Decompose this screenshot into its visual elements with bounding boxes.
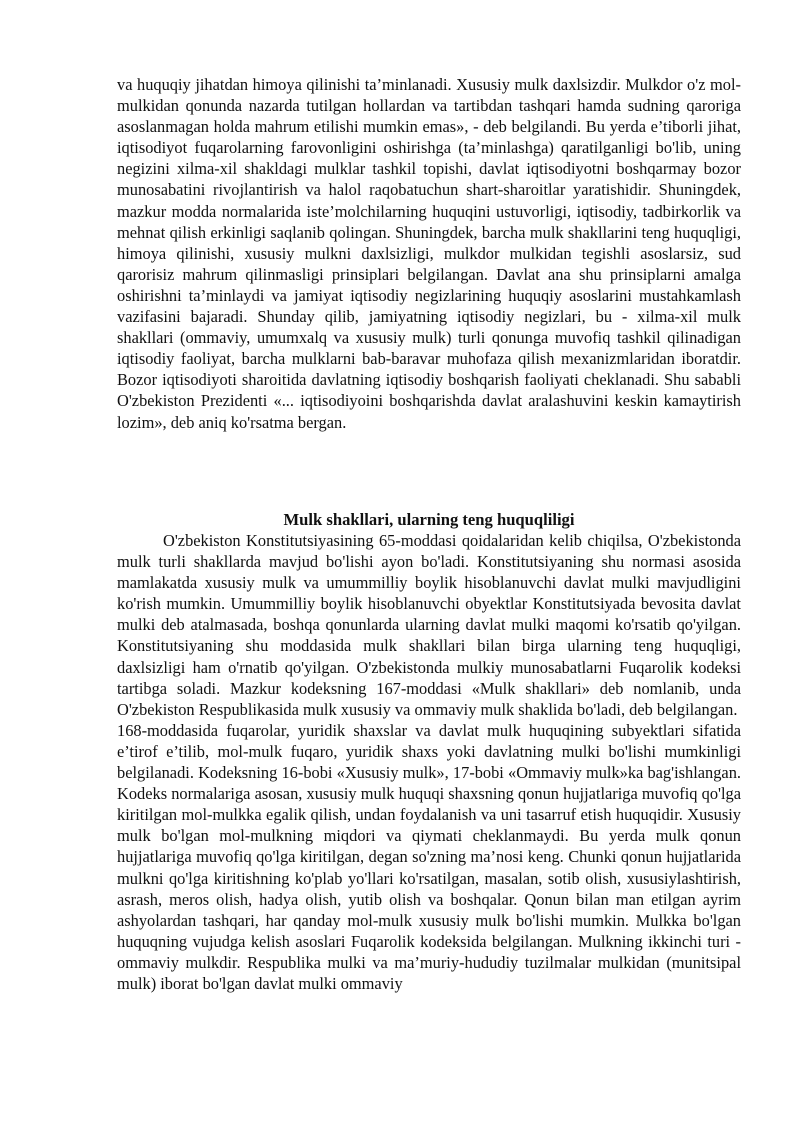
- section-heading: Mulk shakllari, ularning teng huquqliligi: [283, 510, 575, 529]
- paragraph-168-moddasi: 168-moddasida fuqarolar, yuridik shaxslar va davlat mulk huquqining subyektlari sifatida e’tirof e’tilib, mol-mulk fuqaro, yuridik shaxs yoki davlatning mulki bo'lishi mumkinligi belgilanadi. Kodeksning 16-bobi «Xususiy mulk», 17-bobi «Ommaviy mulk»ka bag'ishlangan. Kodeks normalariga asosan, xususiy mulk huquqi shaxsning qonun hujjatlariga muvofiq qo'lga kiritilgan mol-mulkka egalik qilish, undan foydalanish va uni tasarruf etish huquqidir. Xususiy mulk bo'lgan mol-mulkning miqdori va qiymati cheklanmaydi. Bu yerda mulk qonun hujjatlariga muvofiq qo'lga kiritilgan, degan so'zning ma’nosi keng. Chunki qonun hujjatlarida mulkni qo'lga kiritishning ko'plab yo'llari ko'rsatilgan, masalan, sotib olish, xususiylashtirish, asrash, meros olish, hadya olish, yutib olish va boshqalar. Qonun bilan man etilgan ayrim ashyolardan tashqari, har qanday mol-mulk xususiy mulk bo'lishi mumkin. Mulkka bo'lgan huquqning vujudga kelish asoslari Fuqarolik kodeksida belgilangan. Mulkning ikkinchi turi - ommaviy mulkdir. Respublika mulki va ma’muriy-hududiy tuzilmalar mulkidan (munitsipal mulk) iborat bo'lgan davlat mulki ommaviy: [117, 720, 741, 993]
- paragraph-mulk-shakllari: O'zbekiston Konstitutsiyasining 65-moddasi qoidalaridan kelib chiqilsa, O'zbekistonda mulk turli shakllarda mavjud bo'lishi ayon bo'ladi. Konstitutsiyaning shu normasi asosida mamlakatda xususiy mulk va umummilliy boylik hisoblanuvchi davlat mulki mavjudligini ko'rish mumkin. Umummilliy boylik hisoblanuvchi obyektlar Konstitutsiyada bevosita davlat mulki deb atalmasada, boshqa qonunlarda ularning davlat mulki maqomi ko'rsatib qo'yilgan. Konstitutsiyaning shu moddasida mulk shakllari bilan birga ularning teng huquqligi, daxlsizligi ham o'rnatib qo'yilgan. O'zbekistonda mulkiy munosabatlarni Fuqarolik kodeksi tartibga soladi. Mazkur kodeksning 167-moddasi «Mulk shakllari» deb nomlanib, unda O'zbekiston Respublikasida mulk xususiy va ommaviy mulk shaklida bo'ladi, deb belgilangan.: [117, 531, 741, 719]
- paragraph-continuation: va huquqiy jihatdan himoya qilinishi ta’minlanadi. Xususiy mulk daxlsizdir. Mulkdor o'z mol-mulkidan qonunda nazarda tutilgan hollardan va tartibdan tashqari hamda sudning qaroriga asoslanmagan holda mahrum etilishi mumkin emas», - deb belgilandi. Bu yerda e’tiborli jihat, iqtisodiyot fuqarolarning farovonligini oshirishga (ta’minlashga) qaratilganligi bo'lib, uning negizini xilma-xil shakldagi mulklar tashkil topishi, davlat iqtisodiyotni boshqarmay bozor munosabatini rivojlantirish va halol raqobatuchun shart-sharoitlar yaratishidir. Shuningdek, mazkur modda normalarida iste’molchilarning huquqini ustuvorligi, iqtisodiy, tadbirkorlik va mehnat qilish erkinligi saqlanib qolingan. Shuningdek, barcha mulk shakllarini teng huquqligi, himoya qilinishi, xususiy mulkni daxlsizligi, mulkdor mulkidan tegishli asoslarsiz, sud qarorisiz mahrum qilinmasligi prinsiplari belgilangan. Davlat ana shu prinsiplarni amalga oshirishni ta’minlaydi va jamiyat iqtisodiy negizlarining huquqiy asoslarini mustahkamlash vazifasini bajaradi. Shunday qilib, jamiyatning iqtisodiy negizlari, bu - xilma-xil mulk shakllari (ommaviy, umumxalq va xususiy mulk) turli qonunga muvofiq tashkil qilinadigan iqtisodiy faoliyat, barcha mulklarni bab-baravar muhofaza qilish mexanizmlaridan iboratdir. Bozor iqtisodiyoti sharoitida davlatning iqtisodiy boshqarish faoliyati cheklanadi. Shu sababli O'zbekiston Prezidenti «... iqtisodiyoini boshqarishda davlat aralashuvini keskin kamaytirish lozim», deb aniq ko'rsatma bergan.: [117, 75, 741, 432]
- text-block-top: [117, 74, 741, 433]
- text-block-bottom: [117, 530, 741, 994]
